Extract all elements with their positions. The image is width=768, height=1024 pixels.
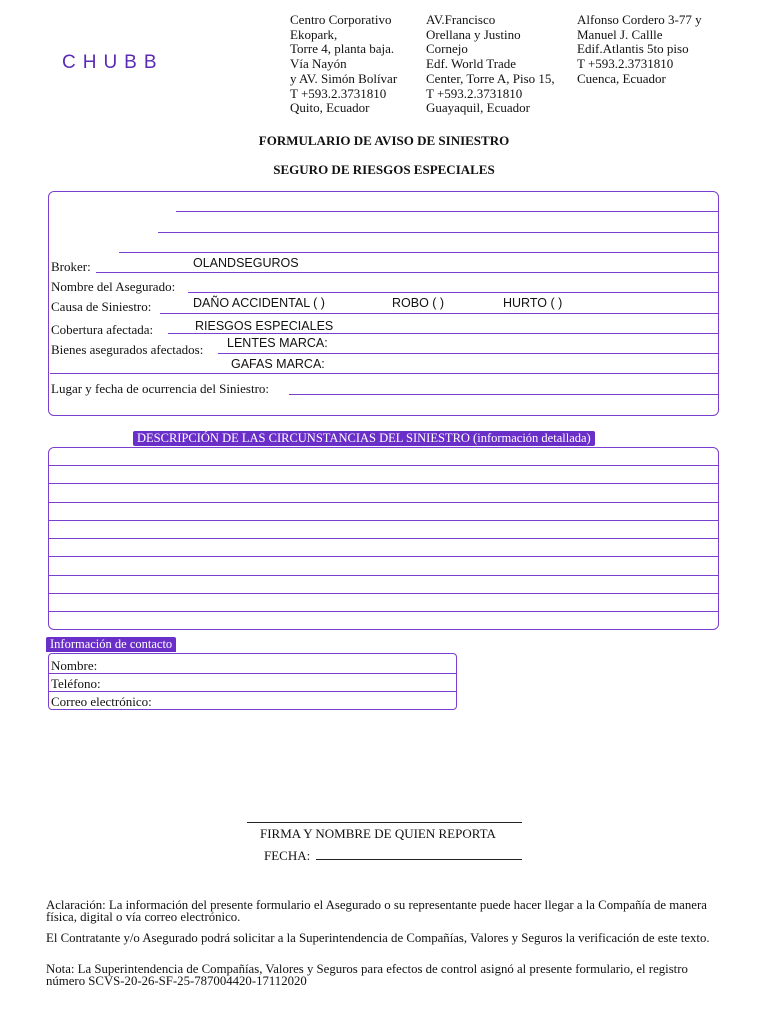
cause-option-accidental-damage[interactable]: DAÑO ACCIDENTAL ( ) (193, 296, 325, 310)
address-line: Guayaquil, Ecuador (426, 100, 530, 116)
cause-line (160, 313, 718, 314)
office-quito-address (290, 13, 397, 116)
blank-line (119, 252, 718, 253)
assets-field-sunglasses[interactable]: GAFAS MARCA: (231, 357, 325, 371)
address-line: Quito, Ecuador (290, 100, 370, 116)
contact-name-label: Nombre: (51, 658, 98, 673)
insured-name-label: Nombre del Asegurado: (51, 279, 176, 294)
description-header: DESCRIPCIÓN DE LAS CIRCUNSTANCIAS DEL SINIESTRO (información detallada) (133, 431, 595, 446)
broker-line (96, 272, 718, 273)
address-line: Torre 4, planta baja. (290, 41, 395, 57)
place-date-label: Lugar y fecha de ocurrencia del Siniestro: (51, 381, 270, 396)
coverage-line (168, 333, 718, 334)
contact-phone-label: Teléfono: (51, 676, 101, 691)
blank-line (158, 232, 718, 233)
cause-option-theft[interactable]: HURTO ( ) (503, 296, 563, 310)
coverage-field[interactable]: RIESGOS ESPECIALES (195, 319, 334, 333)
assets-line (50, 373, 718, 374)
address-line: Cuenca, Ecuador (577, 70, 666, 86)
form-subtitle: SEGURO DE RIESGOS ESPECIALES (273, 162, 495, 177)
address-line: T +593.2.3731810 (426, 85, 523, 101)
date-label: FECHA: (264, 848, 311, 863)
address-line: Orellana y Justino (426, 26, 521, 42)
contact-header: Información de contacto (46, 637, 176, 652)
clarification-text: Aclaración: La información del presente formulario el Asegurado o su representante puede hacer llegar a la Compañía de manera física, digital o vía correo electrónico. (46, 898, 707, 924)
address-line: Manuel J. Callle (577, 26, 663, 42)
description-line (49, 520, 718, 521)
address-line: Vía Nayón (290, 56, 347, 72)
blank-line (176, 211, 718, 212)
address-line: T +593.2.3731810 (577, 56, 674, 72)
contact-name-field[interactable] (49, 673, 456, 674)
insured-name-field[interactable] (188, 292, 718, 293)
coverage-label: Cobertura afectada: (51, 322, 154, 337)
address-line: y AV. Simón Bolívar (290, 70, 398, 86)
address-line: AV.Francisco (426, 12, 496, 27)
address-line: Alfonso Cordero 3-77 y (577, 12, 702, 27)
office-cuenca-address (577, 13, 702, 87)
broker-field[interactable]: OLANDSEGUROS (193, 256, 299, 270)
address-line: Centro Corporativo (290, 12, 392, 27)
description-line (49, 502, 718, 503)
address-line: Edf. World Trade (426, 56, 517, 72)
broker-label: Broker: (51, 259, 91, 274)
contact-phone-field[interactable] (49, 691, 456, 692)
registration-note: Nota: La Superintendencia de Compañías, Valores y Seguros para efectos de control asignó al presente formulario, el registro número SCVS-20-26-SF-25-787004420-17112020 (46, 962, 688, 988)
address-line: T +593.2.3731810 (290, 85, 387, 101)
assets-line (218, 353, 718, 354)
address-line: Cornejo (426, 41, 468, 57)
assets-label: Bienes asegurados afectados: (51, 342, 204, 357)
description-line (49, 556, 718, 557)
description-line (49, 538, 718, 539)
office-guayaquil-address (426, 13, 555, 116)
description-line (49, 593, 718, 594)
description-line (49, 483, 718, 484)
assets-field-glasses[interactable]: LENTES MARCA: (227, 336, 328, 350)
chubb-logo: CHUBB (62, 52, 164, 73)
address-line: Ekopark, (290, 26, 338, 42)
description-line (49, 465, 718, 466)
place-date-field[interactable] (289, 394, 718, 395)
contact-email-label: Correo electrónico: (51, 694, 152, 709)
description-line (49, 611, 718, 612)
verification-text: El Contratante y/o Asegurado podrá solicitar a la Superintendencia de Compañías, Valores y Seguros la verificación de este texto. (46, 931, 710, 945)
address-line: Edif.Atlantis 5to piso (577, 41, 689, 57)
cause-option-robbery[interactable]: ROBO ( ) (392, 296, 445, 310)
description-line (49, 575, 718, 576)
form-title: FORMULARIO DE AVISO DE SINIESTRO (258, 133, 510, 148)
date-field[interactable] (316, 859, 522, 860)
cause-label: Causa de Siniestro: (51, 299, 152, 314)
signature-label: FIRMA Y NOMBRE DE QUIEN REPORTA (260, 826, 496, 841)
signature-line[interactable] (247, 822, 522, 823)
address-line: Center, Torre A, Piso 15, (426, 70, 555, 86)
